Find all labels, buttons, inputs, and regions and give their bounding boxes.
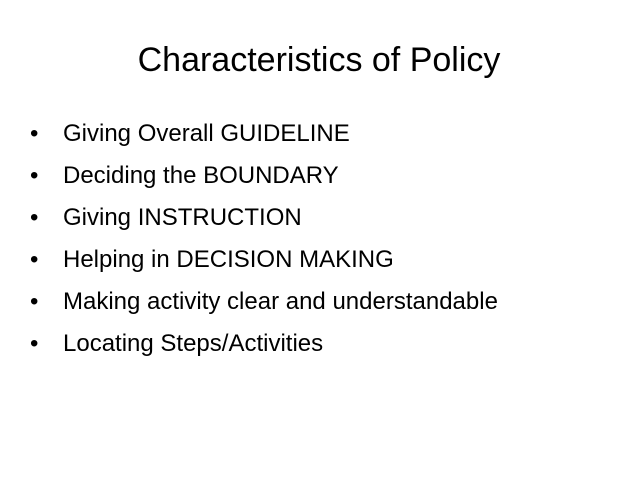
bullet-text: Locating Steps/Activities: [63, 330, 324, 357]
bullet-dot-icon: •: [30, 204, 39, 231]
bullet-item: [30, 284, 498, 326]
bullet-list: [30, 116, 498, 368]
slide-title: Characteristics of Policy: [137, 41, 501, 79]
bullet-item: [30, 116, 498, 158]
bullet-dot-icon: •: [30, 246, 39, 273]
bullet-dot-icon: •: [30, 288, 39, 315]
bullet-dot-icon: •: [30, 330, 39, 357]
bullet-text: Giving Overall GUIDELINE: [63, 120, 350, 147]
bullet-dot-icon: •: [30, 120, 39, 147]
bullet-text: Giving INSTRUCTION: [63, 204, 302, 231]
bullet-text: Helping in DECISION MAKING: [63, 246, 394, 273]
bullet-dot-icon: •: [30, 162, 39, 189]
bullet-item: [30, 242, 498, 284]
bullet-item: [30, 158, 498, 200]
bullet-text: Deciding the BOUNDARY: [63, 162, 339, 189]
bullet-item: [30, 200, 498, 242]
bullet-text: Making activity clear and understandable: [63, 288, 498, 315]
bullet-item: [30, 326, 498, 368]
